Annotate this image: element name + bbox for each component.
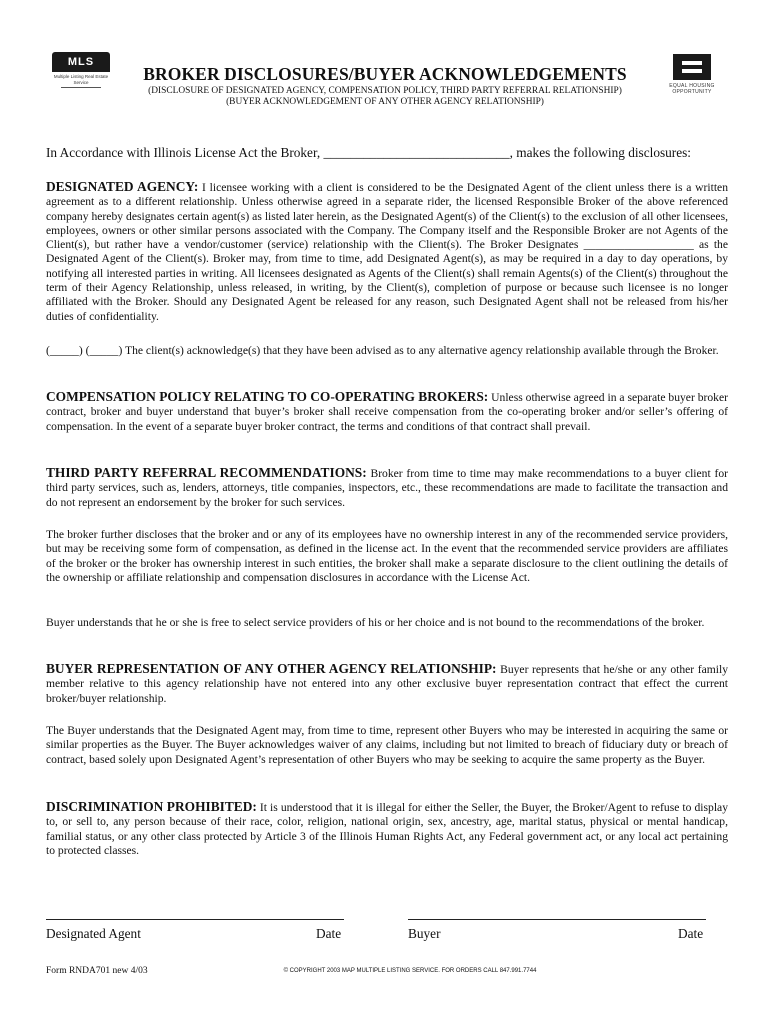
buyer-understands: The Buyer understands that the Designated Agent may, from time to time, represent other Buyers who may be interested in acquiring the same or similar properties as the Buyer. The Buyer acknowledges waiver of any claims, including but not limited to breach of fiduciary duty or breach of contract, based solely upon Designated Agent’s representation of other Buyers who may be seeking to acquire the same property as the Buyer. bbox=[46, 724, 728, 766]
buyer-free-to-select: Buyer understands that he or she is free to select service providers of his or her choice and is not bound to the recommendations of the broker. bbox=[46, 616, 705, 629]
logo-caption: Multiple Listing Real Estate Service bbox=[53, 74, 109, 85]
compensation-text: Unless otherwise agreed in a separate buyer broker contract, broker and buyer understand that buyer’s broker shall receive compensation from the co-operating broker and/or seller’s offering of compensation. In the event of a separate buyer broker contract, the terms and conditions of that contract shall prevail. bbox=[46, 391, 728, 433]
buyer-representation-text: Buyer represents that he/she or any other family member relative to this agency relationship have not entered into any other exclusive buyer representation contract that effect the current broker/buyer relationship. bbox=[46, 663, 728, 705]
agent-signature-line[interactable] bbox=[46, 919, 344, 920]
compensation-heading: COMPENSATION POLICY RELATING TO CO-OPERATING BROKERS: bbox=[46, 389, 489, 404]
client-acknowledgement: (_____) (_____) The client(s) acknowledge(s) that they have been advised as to any alternative agency relationship available through the Broker. bbox=[46, 344, 719, 357]
logo-divider bbox=[61, 87, 101, 88]
designated-agency-text: I licensee working with a client is considered to be the Designated Agent of the client unless there is a written agreement as to a different relationship. Unless otherwise agreed in a separate rider, the licensed Responsible Broker of the above referenced company hereby designates certain agent(s) as listed later herein, as the Designated Agent(s) of the Client(s) to the exclusion of all other licensees, employees, owners or other similar persons associated with the Company. The Company itself and the Responsible Broker are not Agents of the Client(s), but rather have a vendor/customer (service) relationship with the Client(s). The Broker Designates ___________________ as the Designated Agent of the Client(s). Broker may, from time to time, add Designated Agent(s), as may be required in a day to day operations, by notifying all interested parties in writing. All licensees designated as Agents of the Client(s) shall remain Agents(s) of the Client(s) throughout the term of their Agency Relationship, unless released, in writing, by the Client(s), completion of purpose or because such licensee is no longer affiliated with the Broker. Should any Designated Agent be released for any reason, such Designated Agent shall not be released from his/her duties of confidentiality. bbox=[46, 181, 729, 323]
designated-agent-label: Designated Agent bbox=[46, 926, 141, 941]
designated-agency-heading: DESIGNATED AGENCY: bbox=[46, 179, 199, 194]
third-party-heading: THIRD PARTY REFERRAL RECOMMENDATIONS: bbox=[46, 465, 367, 480]
buyer-representation-heading: BUYER REPRESENTATION OF ANY OTHER AGENCY RELATIONSHIP: bbox=[46, 661, 497, 676]
discrimination-heading: DISCRIMINATION PROHIBITED: bbox=[46, 799, 257, 814]
equal-housing-caption: EQUAL HOUSING OPPORTUNITY bbox=[669, 83, 715, 95]
document-subtitle-2: (BUYER ACKNOWLEDGEMENT OF ANY OTHER AGENCY RELATIONSHIP) bbox=[226, 97, 544, 107]
intro-statement: In Accordance with Illinois License Act the Broker, ____________________________, makes the following disclosures: bbox=[46, 145, 691, 160]
buyer-representation-section bbox=[46, 662, 728, 706]
document-subtitle-1: (DISCLOSURE OF DESIGNATED AGENCY, COMPENSATION POLICY, THIRD PARTY REFERRAL RELATIONSHIP) bbox=[148, 86, 622, 96]
equal-housing-icon bbox=[673, 54, 711, 80]
buyer-date-label: Date bbox=[678, 926, 704, 941]
compensation-section bbox=[46, 390, 728, 434]
discrimination-text: It is understood that it is illegal for either the Seller, the Buyer, the Broker/Agent to refuse to display to, or sell to, any person because of their race, color, religion, national origin, sex, ancestry, age, marital status, physical or mental handicap, familial status, or any other class protected by Article 3 of the Illinois Human Rights Act, any Federal government act, or any local act pertaining to protected classes. bbox=[46, 801, 728, 857]
document-title: BROKER DISCLOSURES/BUYER ACKNOWLEDGEMENTS bbox=[143, 64, 627, 84]
equal-housing-logo bbox=[668, 54, 716, 102]
broker-further-discloses: The broker further discloses that the broker and or any of its employees have no ownership interest in any of the recommended service providers, but may be receiving some form of compensation, as defined in the license act. In the event that the recommended service providers are affiliates of the broker or the broker has ownership interest in such entities, the broker shall make a separate disclosure to the client outlining the details of the ownership or affiliate relationship and compensation disclosures in accordance with the License Act. bbox=[46, 528, 728, 584]
third-party-text: Broker from time to time may make recommendations to a buyer client for third party services, such as, lenders, attorneys, title companies, inspectors, etc., these recommendations are made to facilitate the transaction and do not represent an endorsement by the broker for such services. bbox=[46, 467, 728, 509]
designated-agency-section bbox=[46, 180, 728, 324]
buyer-signature-line[interactable] bbox=[408, 919, 706, 920]
third-party-section bbox=[46, 466, 728, 510]
agent-date-label: Date bbox=[316, 926, 342, 941]
buyer-label: Buyer bbox=[408, 926, 441, 941]
logo-mark: MLS bbox=[67, 56, 95, 68]
discrimination-section bbox=[46, 800, 728, 858]
copyright-notice: © COPYRIGHT 2003 MAP MULTIPLE LISTING SERVICE. FOR ORDERS CALL 847.991.7744 bbox=[283, 968, 537, 974]
form-identifier: Form RNDA701 new 4/03 bbox=[46, 966, 148, 976]
